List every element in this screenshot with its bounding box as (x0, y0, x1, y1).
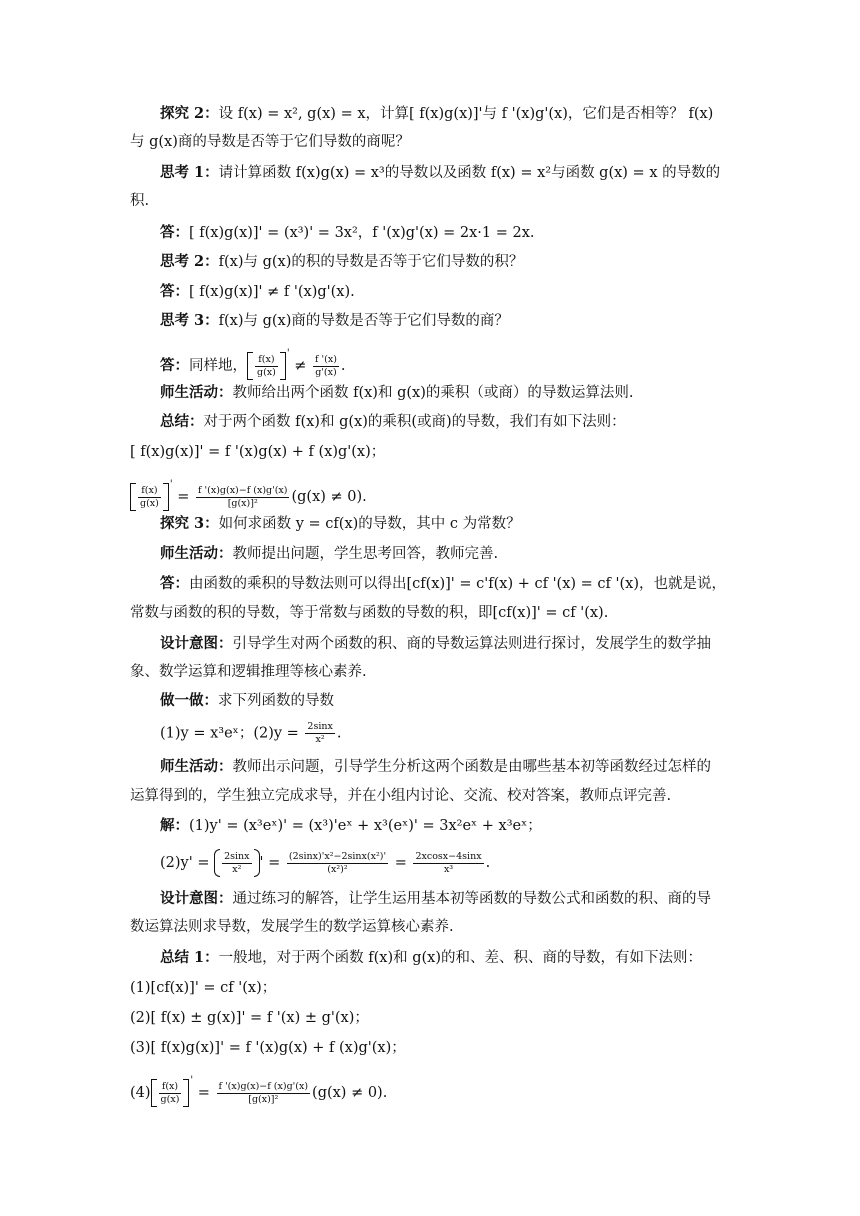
paragraph-activity-2: 师生活动：教师提出问题，学生思考回答，教师完善. (160, 545, 499, 562)
paragraph-think-3: 思考 3：f(x)与 g(x)商的导数是否等于它们导数的商？ (160, 312, 509, 329)
paragraph-activity-1: 师生活动：教师给出两个函数 f(x)和 g(x)的乘积（或商）的导数运算法则. (160, 384, 634, 401)
formula-quotient-rule: $\frac{f(x)}{g(x)}$ ' = $\frac{f '(x)g(x)-f (x)g'(x)}{\text{[g(x)]²}}$ (g(x) ≠ 0). (130, 474, 730, 511)
answer-4: 答：由函数的乘积的导数法则可以得出[cf(x)]' = c'f(x) + cf '(x) = cf '(x)，也就是说， (160, 575, 726, 592)
paragraph-explore-2: 探究 2：设 f(x) = x², g(x) = x，计算[ f(x)g(x)]'与 f '(x)g'(x)，它们是否相等？ f(x) (160, 105, 714, 122)
formula-product-rule: [ f(x)g(x)]' = f '(x)g(x) + f (x)g'(x)； (130, 444, 386, 460)
paragraph-try: 做一做：求下列函数的导数 (160, 692, 334, 709)
fraction-f-over-g: $\frac{f(x)}{g(x)}$ (257, 353, 276, 378)
paragraph-design-1: 设计意图：引导学生对两个函数的积、商的导数运算法则进行探讨，发展学生的数学抽 (160, 635, 711, 652)
fraction-fprime-over-gprime: $\frac{f '(x)}{g'(x)}$ (314, 353, 337, 378)
paragraph-explore-2-cont: 与 g(x)商的导数是否等于它们导数的商呢？ (130, 134, 410, 150)
solution-2: (2)y' = $\frac{2\sin x}{\text{x²}}$ ' = $\frac{\text{(2sinx)'x²−2sinx(x²)'}}{\text{(x²)²}}$ = $\frac{2xcosx-4\sin x}{\text{x³}}$ . (160, 849, 730, 877)
answer-3: 答：同样地， $\frac{f(x)}{g(x)}$ ' ≠ $\frac{f '(x)}{g'(x)}$ . (160, 343, 730, 380)
rule-2: (2)[ f(x) ± g(x)]' = f '(x) ± g'(x)； (130, 1010, 369, 1026)
paragraph-design-2: 设计意图：通过练习的解答，让学生运用基本初等函数的导数公式和函数的积、商的导 (160, 890, 711, 907)
answer-1: 答：[ f(x)g(x)]' = (x³)' = 3x²，f '(x)g'(x) = 2x·1 = 2x. (160, 224, 535, 241)
rule-1: (1)[cf(x)]' = cf '(x)； (130, 980, 277, 996)
paragraph-explore-3: 探究 3：如何求函数 y = cf(x)的导数，其中 c 为常数？ (160, 515, 521, 532)
solution-1: 解：(1)y' = (x³eˣ)' = (x³)'eˣ + x³(eˣ)' = 3x²eˣ + x³eˣ； (160, 817, 542, 834)
paragraph-summary-1: 总结 1：一般地，对于两个函数 f(x)和 g(x)的和、差、积、商的导数，有如下法则： (160, 949, 702, 966)
rule-3: (3)[ f(x)g(x)]' = f '(x)g(x) + f (x)g'(x)； (130, 1040, 406, 1056)
label-explore-2: 探究 2： (160, 105, 219, 122)
paragraph-design-2-cont: 数运算法则求导数，发展学生的数学运算核心素养. (130, 919, 454, 935)
paragraph-activity-3: 师生活动：教师出示问题，引导学生分析这两个函数是由哪些基本初等函数经过怎样的 (160, 758, 711, 775)
paragraph-activity-3-cont: 运算得到的，学生独立完成求导，并在小组内讨论、交流、校对答案，教师点评完善. (130, 788, 672, 804)
exercise-functions: (1)y = x³eˣ；(2)y = $\frac{2\sin x}{\text{x²}}$ . (160, 721, 342, 745)
paragraph-think-1-cont: 积. (130, 193, 150, 209)
paragraph-think-1: 思考 1：请计算函数 f(x)g(x) = x³的导数以及函数 f(x) = x²与函数 g(x) = x 的导数的 (160, 164, 721, 181)
answer-4-cont: 常数与函数的积的导数，等于常数与函数的导数的积，即[cf(x)]' = cf '(x). (130, 605, 609, 621)
rule-4: (4) $\frac{f(x)}{g(x)}$ ' = $\frac{f '(x)g(x)-f (x)g'(x)}{\text{[g(x)]²}}$ (g(x) ≠ 0). (130, 1070, 730, 1107)
paragraph-design-1-cont: 象、数学运算和逻辑推理等核心素养. (130, 664, 367, 680)
answer-2: 答：[ f(x)g(x)]' ≠ f '(x)g'(x). (160, 283, 355, 300)
paragraph-summary: 总结：对于两个函数 f(x)和 g(x)的乘积(或商)的导数，我们有如下法则： (160, 413, 626, 430)
paragraph-think-2: 思考 2：f(x)与 g(x)的积的导数是否等于它们导数的积？ (160, 253, 524, 270)
